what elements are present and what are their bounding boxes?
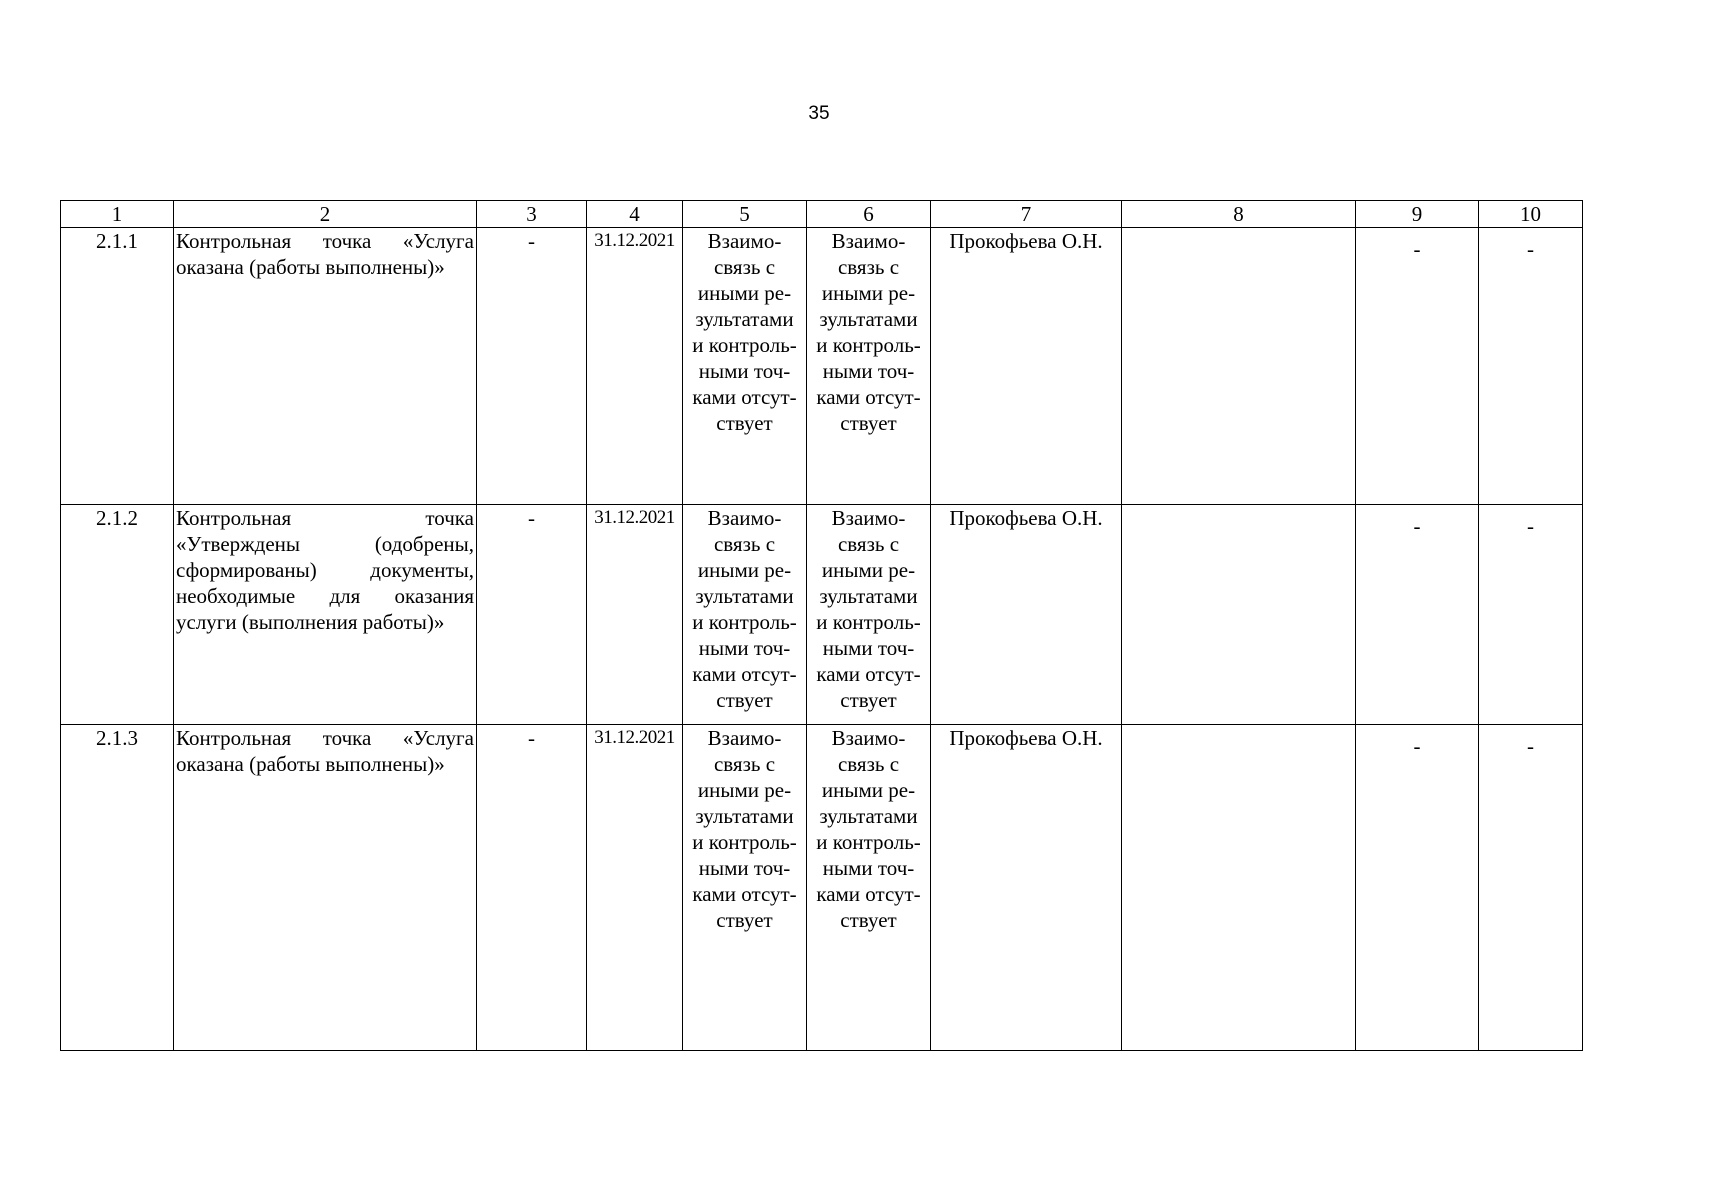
col9-value: - — [1356, 725, 1479, 1051]
col5-relation: Взаимо- связь с иными ре- зультатами и контроль- ными точ- ками отсут- ствует — [683, 505, 807, 725]
col3-value: - — [477, 505, 587, 725]
col9-value: - — [1356, 228, 1479, 505]
control-point-name: Контрольная точка «Услуга оказана (работы выполнены)» — [174, 725, 477, 1051]
table-row — [61, 505, 1583, 725]
col5-relation: Взаимо- связь с иными ре- зультатами и контроль- ными точ- ками отсут- ствует — [683, 228, 807, 505]
col5-relation: Взаимо- связь с иными ре- зультатами и контроль- ными точ- ками отсут- ствует — [683, 725, 807, 1051]
header-cell-6: 6 — [807, 201, 931, 228]
header-cell-9: 9 — [1356, 201, 1479, 228]
responsible-person: Прокофьева О.Н. — [931, 228, 1122, 505]
responsible-person: Прокофьева О.Н. — [931, 725, 1122, 1051]
table-row — [61, 228, 1583, 505]
header-cell-2: 2 — [174, 201, 477, 228]
header-cell-10: 10 — [1479, 201, 1583, 228]
control-points-table — [60, 200, 1583, 1051]
col8-value — [1122, 725, 1356, 1051]
control-point-name: Контрольная точка «Утверждены (одобрены, сформированы) документы, необходимые для оказания услуги (выполнения работы)» — [174, 505, 477, 725]
col6-relation: Взаимо- связь с иными ре- зультатами и контроль- ными точ- ками отсут- ствует — [807, 505, 931, 725]
col10-value: - — [1479, 505, 1583, 725]
col3-value: - — [477, 725, 587, 1051]
page-number: 35 — [808, 103, 830, 124]
due-date: 31.12.2021 — [587, 725, 683, 1051]
responsible-person: Прокофьева О.Н. — [931, 505, 1122, 725]
col10-value: - — [1479, 228, 1583, 505]
table-row — [61, 725, 1583, 1051]
due-date: 31.12.2021 — [587, 228, 683, 505]
row-number: 2.1.1 — [61, 228, 174, 505]
row-number: 2.1.2 — [61, 505, 174, 725]
header-cell-7: 7 — [931, 201, 1122, 228]
col8-value — [1122, 228, 1356, 505]
header-cell-5: 5 — [683, 201, 807, 228]
col6-relation: Взаимо- связь с иными ре- зультатами и контроль- ными точ- ками отсут- ствует — [807, 725, 931, 1051]
header-row — [61, 201, 1583, 228]
col10-value: - — [1479, 725, 1583, 1051]
header-cell-1: 1 — [61, 201, 174, 228]
header-cell-8: 8 — [1122, 201, 1356, 228]
col9-value: - — [1356, 505, 1479, 725]
header-cell-4: 4 — [587, 201, 683, 228]
col6-relation: Взаимо- связь с иными ре- зультатами и контроль- ными точ- ками отсут- ствует — [807, 228, 931, 505]
control-point-name: Контрольная точка «Услуга оказана (работы выполнены)» — [174, 228, 477, 505]
due-date: 31.12.2021 — [587, 505, 683, 725]
header-cell-3: 3 — [477, 201, 587, 228]
row-number: 2.1.3 — [61, 725, 174, 1051]
col8-value — [1122, 505, 1356, 725]
col3-value: - — [477, 228, 587, 505]
